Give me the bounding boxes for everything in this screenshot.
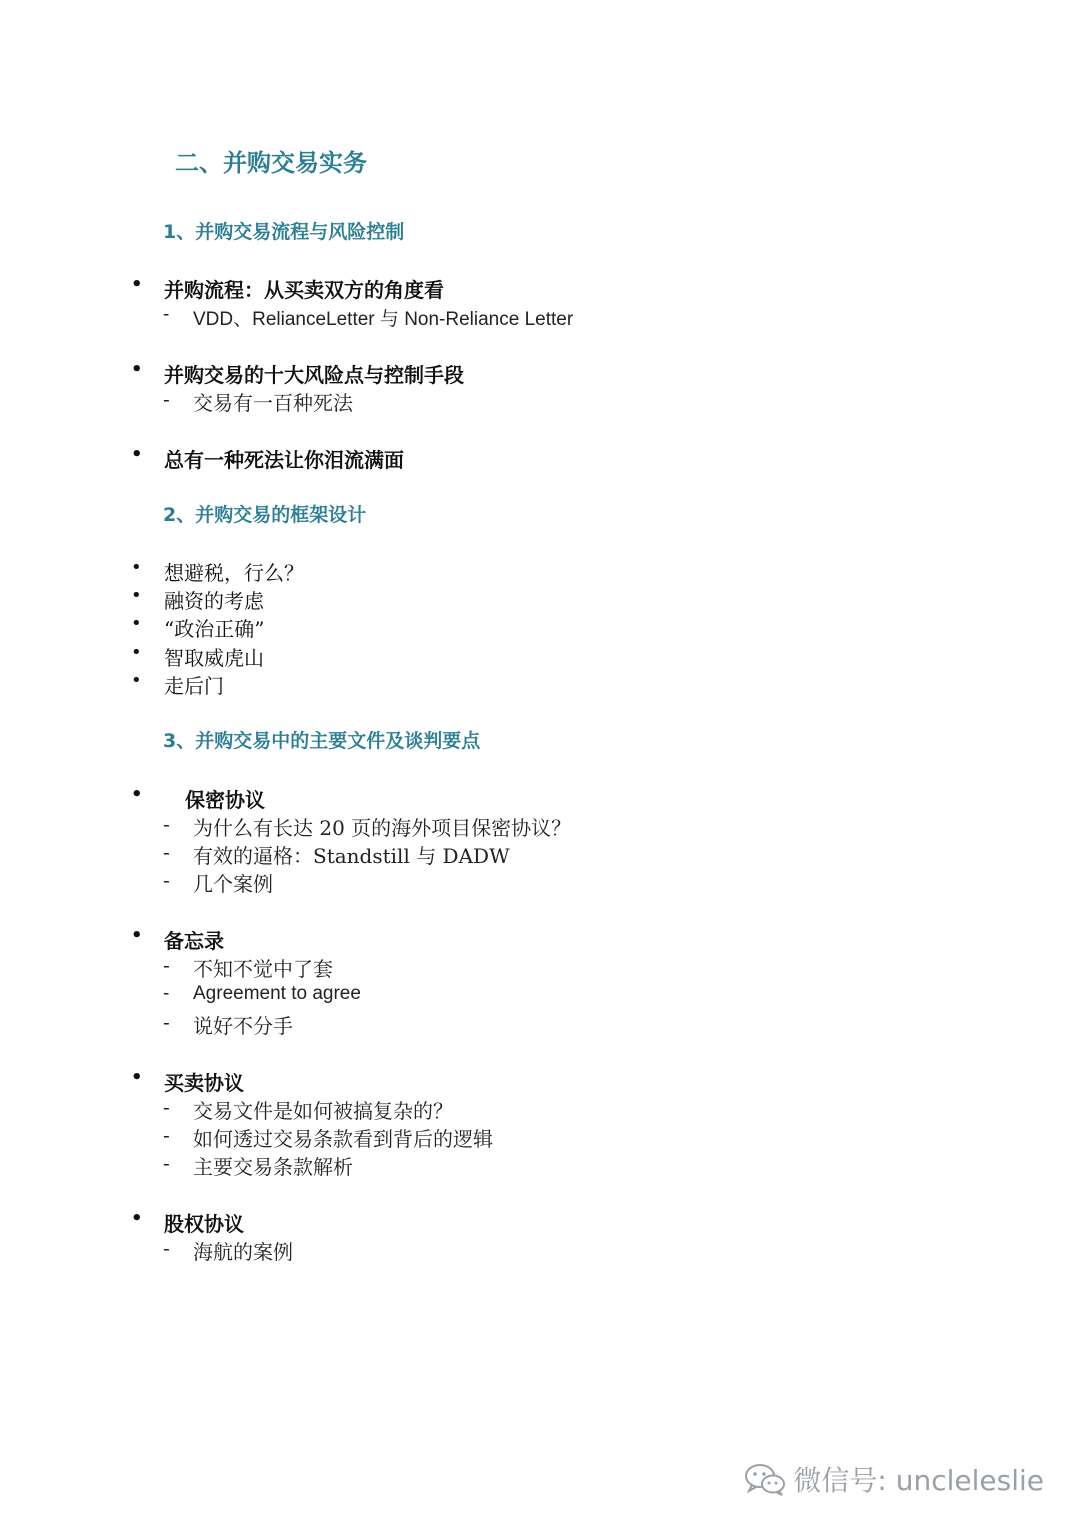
bullet-dot: •: [131, 274, 143, 295]
bullet-text: 融资的考虑: [164, 589, 264, 613]
sub-text: 交易文件是如何被搞复杂的？: [193, 1099, 453, 1123]
dash: -: [163, 387, 170, 411]
section2-item: [131, 557, 304, 586]
dash: -: [163, 304, 170, 325]
section1-bullet-2-sub-1: [163, 387, 353, 416]
bullet-text: 想避税，行么？: [164, 561, 304, 585]
sub-text: 如何透过交易条款看到背后的逻辑: [193, 1127, 493, 1151]
page-title: 二、并购交易实务: [175, 149, 367, 177]
bullet-text: 并购流程：从买卖双方的角度看: [164, 278, 444, 302]
section1-bullet-1: [131, 274, 444, 303]
bullet-dot: •: [131, 359, 143, 380]
bullet-dot: •: [131, 585, 142, 606]
dash: -: [163, 1123, 170, 1147]
sub-text: 说好不分手: [193, 1014, 293, 1038]
bullet-text: 并购交易的十大风险点与控制手段: [164, 363, 464, 387]
section3-bullet-1-sub-1: [163, 812, 572, 841]
dash: -: [163, 1236, 170, 1260]
bullet-text: 走后门: [164, 674, 224, 698]
bullet-text: 保密协议: [185, 788, 265, 812]
section3-bullet-1-sub-3: [163, 868, 273, 897]
section2-item: [131, 613, 265, 642]
section3-bullet-3-sub-1: [163, 1095, 453, 1124]
watermark-text: 微信号: uncleleslie: [793, 1464, 1044, 1497]
bullet-dot: •: [131, 642, 142, 663]
section2-item: [131, 642, 264, 671]
sub-text: 海航的案例: [193, 1240, 293, 1264]
sub-text: 有效的逼格：Standstill 与 DADW: [193, 844, 510, 868]
sub-text: 主要交易条款解析: [193, 1155, 353, 1179]
bullet-dot: •: [131, 925, 143, 946]
sub-text: 为什么有长达 20 页的海外项目保密协议？: [193, 816, 572, 840]
watermark: [743, 1459, 1044, 1499]
section1-bullet-3: [131, 444, 404, 473]
section2-heading: 2、并购交易的框架设计: [163, 504, 367, 526]
section3-bullet-3-sub-2: [163, 1123, 493, 1152]
bullet-text: 备忘录: [164, 929, 224, 953]
bullet-text: 总有一种死法让你泪流满面: [164, 448, 404, 472]
wechat-icon: [743, 1462, 787, 1496]
bullet-dot: •: [131, 557, 142, 578]
bullet-dot: •: [131, 1208, 143, 1229]
bullet-dot: •: [131, 670, 142, 691]
bullet-dot: •: [131, 444, 143, 465]
bullet-dot: •: [131, 613, 142, 634]
section3-bullet-2-sub-3: [163, 1010, 293, 1039]
sub-text: 不知不觉中了套: [193, 957, 333, 981]
bullet-text: 智取威虎山: [164, 646, 264, 670]
section3-bullet-1-sub-2: [163, 840, 510, 869]
dash: -: [163, 1010, 170, 1034]
dash: -: [163, 1151, 170, 1175]
dash: -: [163, 868, 170, 892]
dash: -: [163, 812, 170, 836]
dash: -: [163, 840, 170, 864]
section3-bullet-3: [131, 1067, 244, 1096]
dash: -: [163, 1095, 170, 1119]
sub-text: 交易有一百种死法: [193, 391, 353, 415]
section1-bullet-1-sub-1: [163, 304, 574, 331]
section3-bullet-4-sub-1: [163, 1236, 293, 1265]
sub-text: 几个案例: [193, 872, 273, 896]
section3-bullet-1: [131, 784, 265, 813]
section1-bullet-2: [131, 359, 464, 388]
bullet-text: 股权协议: [164, 1212, 244, 1236]
bullet-dot: •: [131, 784, 143, 805]
dash: -: [163, 983, 170, 1004]
section3-bullet-2-sub-2: [163, 983, 361, 1005]
section2-item: [131, 670, 224, 699]
sub-text: VDD、RelianceLetter 与 Non-Reliance Letter: [193, 309, 574, 330]
bullet-dot: •: [131, 1067, 143, 1088]
section3-bullet-4: [131, 1208, 244, 1237]
section3-bullet-3-sub-3: [163, 1151, 353, 1180]
sub-text: Agreement to agree: [193, 983, 361, 1004]
section2-item: [131, 585, 264, 614]
section3-bullet-2-sub-1: [163, 953, 333, 982]
bullet-text: “政治正确”: [164, 617, 265, 641]
section3-bullet-2: [131, 925, 224, 954]
section1-heading: 1、并购交易流程与风险控制: [163, 221, 405, 243]
section3-heading: 3、并购交易中的主要文件及谈判要点: [163, 730, 481, 752]
dash: -: [163, 953, 170, 977]
bullet-text: 买卖协议: [164, 1071, 244, 1095]
